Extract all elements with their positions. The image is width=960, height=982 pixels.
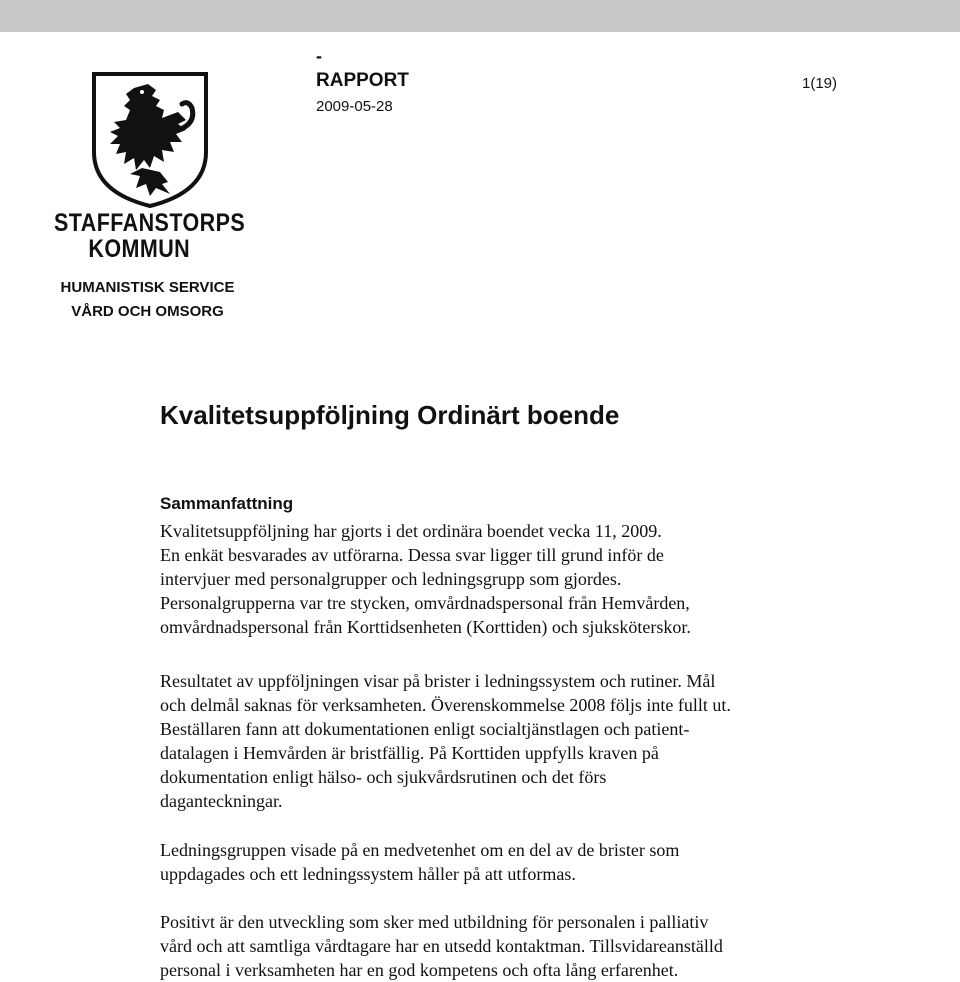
paragraph xyxy=(160,669,880,813)
text-line: En enkät besvarades av utförarna. Dessa svar ligger till grund inför de xyxy=(160,545,664,565)
organization-name-line1: STAFFANSTORPS xyxy=(54,209,246,237)
text-line: Resultatet av uppföljningen visar på brister i ledningssystem och rutiner. Mål xyxy=(160,671,716,691)
organization-name-line2: KOMMUN xyxy=(88,235,191,263)
document-date: 2009-05-28 xyxy=(316,98,393,115)
department-line1: HUMANISTISK SERVICE xyxy=(60,279,235,296)
text-line: Kvalitetsuppföljning har gjorts i det ordinära boendet vecka 11, 2009. xyxy=(160,521,662,541)
text-line: Personalgrupperna var tre stycken, omvårdnadspersonal från Hemvården, xyxy=(160,593,690,613)
text-line: daganteckningar. xyxy=(160,791,283,811)
paragraph xyxy=(160,910,880,982)
department-line2: VÅRD OCH OMSORG xyxy=(71,303,224,320)
header-marker: - xyxy=(316,46,322,66)
text-line: dokumentation enligt hälso- och sjukvårdsrutinen och det förs xyxy=(160,767,607,787)
text-line: Ledningsgruppen visade på en medvetenhet om en del av de brister som xyxy=(160,840,680,860)
text-line: omvårdnadspersonal från Korttidsenheten (Korttiden) och sjuksköterskor. xyxy=(160,617,691,637)
page-count: 1(19) xyxy=(802,75,838,92)
organization-name xyxy=(54,209,246,263)
text-line: intervjuer med personalgrupper och ledningsgrupp som gjordes. xyxy=(160,569,622,589)
section-heading: Sammanfattning xyxy=(160,494,294,513)
page-top-bar xyxy=(0,0,960,32)
text-line: och delmål saknas för verksamheten. Överenskommelse 2008 följs inte fullt ut. xyxy=(160,695,731,715)
paragraph xyxy=(160,519,880,639)
text-line: uppdagades och ett ledningssystem håller på att utformas. xyxy=(160,864,576,884)
text-line: vård och att samtliga vårdtagare har en utsedd kontaktman. Tillsvidareanställd xyxy=(160,936,723,956)
text-line: datalagen i Hemvården är bristfällig. På Korttiden uppfylls kraven på xyxy=(160,743,659,763)
text-line: Positivt är den utveckling som sker med utbildning för personalen i palliativ xyxy=(160,912,709,932)
text-line: personal i verksamheten har en god kompetens och ofta lång erfarenhet. xyxy=(160,960,679,980)
document-type: RAPPORT xyxy=(316,70,409,91)
municipal-crest-icon xyxy=(90,70,210,210)
text-line: Beställaren fann att dokumentationen enligt socialtjänstlagen och patient- xyxy=(160,719,690,739)
department xyxy=(40,276,255,324)
document-title: Kvalitetsuppföljning Ordinärt boende xyxy=(160,400,620,430)
paragraph xyxy=(160,838,880,886)
